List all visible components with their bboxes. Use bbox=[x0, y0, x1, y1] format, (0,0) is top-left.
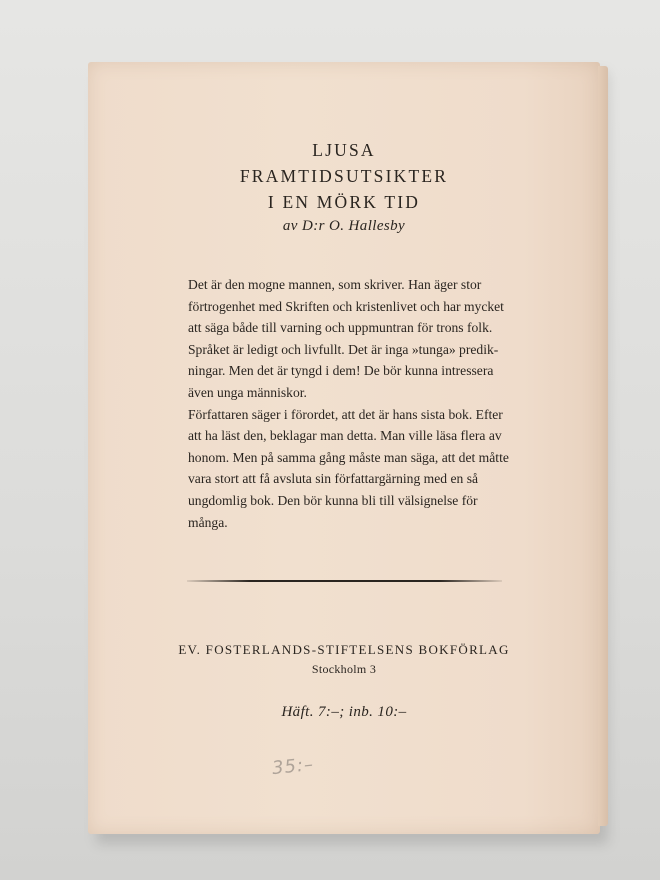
blurb-line: Det är den mogne mannen, som skriver. Han äger stor bbox=[188, 277, 482, 292]
blurb-line: vara stort att få avsluta sin författargärning med en så bbox=[188, 471, 479, 487]
blurb-line: att säga både till varning och uppmuntran för trons folk. bbox=[188, 320, 493, 336]
divider-rule bbox=[187, 580, 502, 582]
publisher-city: Stockholm 3 bbox=[311, 662, 377, 676]
blurb-line: ungdomlig bok. Den bör kunna bli till välsignelse för bbox=[188, 492, 478, 508]
title-line-1: LJUSA bbox=[312, 140, 376, 160]
blurb-line: honom. Men på samma gång måste man säga, att det måtte bbox=[188, 449, 509, 465]
blurb-line: att ha läst den, beklagar man detta. Man ville läsa flera av bbox=[188, 428, 502, 444]
book-back-cover bbox=[88, 62, 600, 834]
blurb bbox=[188, 274, 588, 533]
blurb-line: många. bbox=[188, 514, 228, 530]
blurb-line: ningar. Men det är tyngd i dem! De bör kunna intressera bbox=[188, 363, 494, 379]
publisher-name: EV. FOSTERLANDS-STIFTELSENS BOKFÖRLAG bbox=[178, 642, 510, 657]
pencil-price-mark: 35:– bbox=[271, 753, 315, 780]
blurb-line: Författaren säger i förordet, att det är hans sista bok. Efter bbox=[188, 406, 503, 422]
price-line: Häft. 7:–; inb. 10:– bbox=[281, 704, 407, 720]
title-line-3: I EN MÖRK TID bbox=[267, 192, 421, 212]
blurb-line: förtrogenhet med Skriften och kristenlivet och har mycket bbox=[188, 298, 504, 314]
title-line-2: FRAMTIDSUTSIKTER bbox=[239, 166, 449, 186]
blurb-line: även unga människor. bbox=[188, 384, 307, 400]
blurb-line: Språket är ledigt och livfullt. Det är inga »tunga» predik- bbox=[188, 341, 499, 357]
author-line: av D:r O. Hallesby bbox=[282, 218, 406, 234]
